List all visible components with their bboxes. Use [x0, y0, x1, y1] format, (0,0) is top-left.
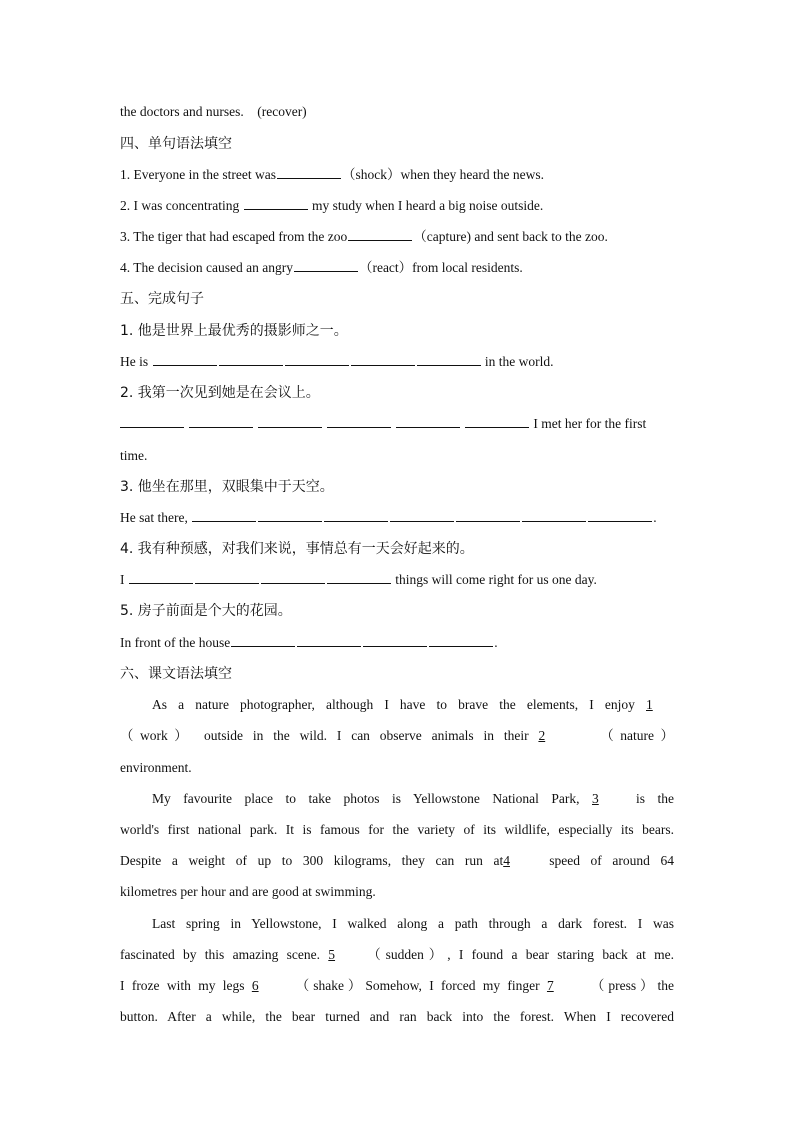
answer-blank[interactable]	[258, 509, 322, 522]
numbered-blank[interactable]: 6	[251, 978, 259, 993]
section-4-title: 四、单句语法填空	[120, 136, 232, 152]
s5-item-4-cn: 4. 我有种预感，对我们来说，事情总有一天会好起来的。	[120, 541, 474, 557]
s6-p2-line1: My favourite place to take photos is Yellowstone National Park, 3 is the	[152, 791, 675, 806]
answer-blank[interactable]	[120, 415, 184, 428]
answer-blank[interactable]	[588, 509, 652, 522]
s6-p1-line1: As a nature photographer, although I have to brave the elements, I enjoy 1	[120, 696, 674, 714]
answer-blank[interactable]	[195, 571, 259, 584]
numbered-blank[interactable]: 1	[646, 697, 653, 712]
numbered-blank[interactable]: 7	[546, 978, 554, 993]
answer-blank[interactable]	[522, 509, 586, 522]
continued-line: the doctors and nurses. (recover)	[120, 104, 307, 119]
s6-p2-line3: Despite a weight of up to 300 kilograms, they can run at4 speed of around 64	[120, 853, 674, 868]
s5-item-4-en: I things will come right for us one day.	[120, 572, 597, 587]
s6-p3-line1: Last spring in Yellowstone, I walked along a path through a dark forest. I was	[152, 916, 674, 931]
answer-blank[interactable]	[192, 509, 256, 522]
s6-p3-line4: button. After a while, the bear turned and ran back into the forest. When I recovered	[120, 1009, 674, 1024]
s4-item-3: 3. The tiger that had escaped from the zoo （capture) and sent back to the zoo.	[120, 229, 608, 244]
answer-blank[interactable]	[244, 197, 308, 210]
answer-blank[interactable]	[324, 509, 388, 522]
answer-blank[interactable]	[456, 509, 520, 522]
numbered-blank[interactable]: 2	[538, 728, 546, 743]
answer-blank[interactable]	[297, 634, 361, 647]
s5-item-1-cn: 1. 他是世界上最优秀的摄影师之一。	[120, 323, 348, 339]
s5-item-2-cn: 2. 我第一次见到她是在会议上。	[120, 385, 320, 401]
answer-blank[interactable]	[294, 259, 358, 272]
section-6-title: 六、课文语法填空	[120, 666, 232, 682]
s6-p2-line4: kilometres per hour and are good at swimming.	[120, 884, 376, 899]
answer-blank[interactable]	[231, 634, 295, 647]
s5-item-2-en: I met her for the first	[120, 415, 674, 433]
answer-blank[interactable]	[465, 415, 529, 428]
s6-p1-line3: environment.	[120, 760, 192, 775]
numbered-blank[interactable]: 5	[328, 947, 336, 962]
answer-blank[interactable]	[277, 166, 341, 179]
answer-blank[interactable]	[153, 353, 217, 366]
answer-blank[interactable]	[258, 415, 322, 428]
s4-item-2: 2. I was concentrating my study when I heard a big noise outside.	[120, 198, 544, 213]
answer-blank[interactable]	[189, 415, 253, 428]
answer-blank[interactable]	[261, 571, 325, 584]
s6-p3-line3: I froze with my legs 6 （shake）Somehow, I forced my finger 7 （press）the	[120, 978, 675, 993]
answer-blank[interactable]	[396, 415, 460, 428]
s5-item-3-en: He sat there, .	[120, 510, 657, 525]
answer-blank[interactable]	[417, 353, 481, 366]
s6-p2-line2: world's first national park. It is famous for the variety of its wildlife, especially its bears.	[120, 822, 674, 837]
answer-blank[interactable]	[390, 509, 454, 522]
answer-blank[interactable]	[351, 353, 415, 366]
answer-blank[interactable]	[327, 415, 391, 428]
answer-blank[interactable]	[363, 634, 427, 647]
answer-blank[interactable]	[327, 571, 391, 584]
s4-item-1: 1. Everyone in the street was （shock）when they heard the news.	[120, 167, 545, 182]
numbered-blank[interactable]: 4	[503, 853, 510, 868]
s5-item-1-en: He is in the world.	[120, 354, 554, 369]
s5-item-2-cont: time.	[120, 448, 148, 463]
answer-blank[interactable]	[219, 353, 283, 366]
s5-item-5-en: In front of the house .	[120, 635, 498, 650]
s5-item-3-cn: 3. 他坐在那里，双眼集中于天空。	[120, 479, 334, 495]
answer-blank[interactable]	[285, 353, 349, 366]
answer-blank[interactable]	[129, 571, 193, 584]
numbered-blank[interactable]: 3	[592, 791, 599, 806]
s6-p1-line2: （work） outside in the wild. I can observe animals in their 2 （nature）	[120, 728, 674, 743]
s6-p3-line2: fascinated by this amazing scene. 5 （sudden）, I found a bear staring back at me.	[120, 947, 675, 962]
section-5-title: 五、完成句子	[120, 291, 204, 307]
s4-item-4: 4. The decision caused an angry （react）from local residents.	[120, 260, 523, 275]
answer-blank[interactable]	[429, 634, 493, 647]
s5-item-5-cn: 5. 房子前面是个大的花园。	[120, 603, 292, 619]
answer-blank[interactable]	[348, 228, 412, 241]
